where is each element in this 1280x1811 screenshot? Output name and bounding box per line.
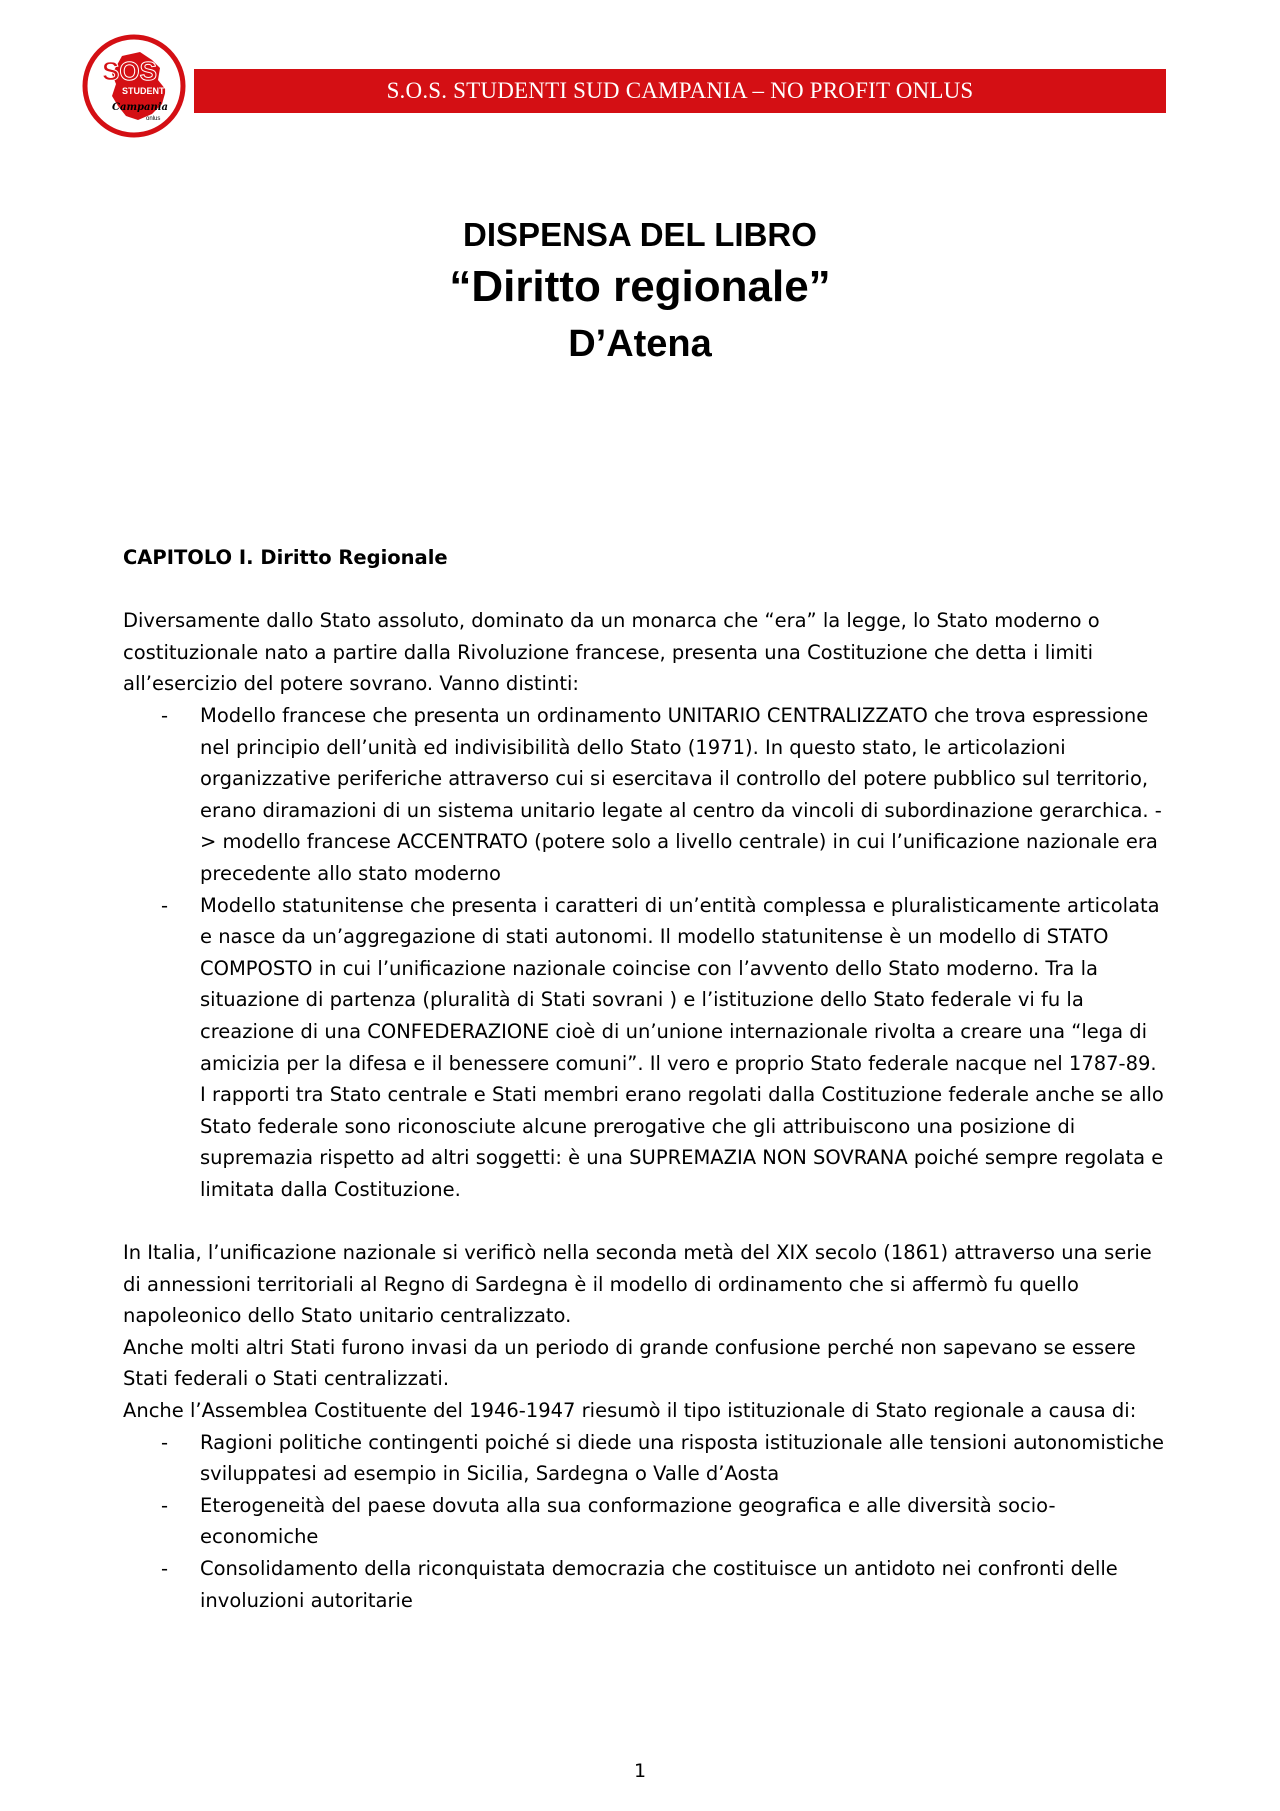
title-author: D’Atena — [568, 323, 712, 365]
list-item-text: Eterogeneità del paese dovuta alla sua conformazione geografica e alle diversità socio-economiche — [200, 1493, 1056, 1549]
list-item-heterogeneity — [123, 1490, 1168, 1553]
paragraph-spacer — [123, 1205, 1168, 1237]
list-item-text: Ragioni politiche contingenti poiché si diede una risposta istituzionale alle tensioni autonomistiche sviluppatesi ad esempio in Sicilia, Sardegna o Valle d’Aosta — [200, 1430, 1165, 1486]
list-item-democracy — [123, 1553, 1168, 1616]
confusion-paragraph: Anche molti altri Stati furono invasi da un periodo di grande confusione perché non sapevano se essere Stati federali o Stati centralizzati. — [123, 1335, 1136, 1391]
list-item-text: Modello statunitense che presenta i caratteri di un’entità complessa e pluralisticamente articolata e nasce da un’aggregazione di stati autonomi. Il modello statunitense è un modello di STATO COMPOSTO in cui l’unificazione nazionale coincise con l’avvento dello Stato moderno. Tra la situazione di partenza (pluralità di Stati sovrani ) e l’istituzione dello Stato federale vi fu la creazione di una CONFEDERAZIONE cioè di un’unione internazionale rivolta a creare una “lega di amicizia per la difesa e il benessere comuni”. Il vero e proprio Stato federale nacque nel 1787-89. I rapporti tra Stato centrale e Stati membri erano regolati dalla Costituzione federale anche se allo Stato federale sono riconosciute alcune prerogative che gli attribuiscono una posizione di supremazia rispetto ad altri soggetti: è una SUPREMAZIA NON SOVRANA poiché sempre regolata e limitata dalla Costituzione. — [200, 893, 1164, 1201]
state-models-list — [123, 700, 1168, 1206]
header-banner-text: S.O.S. STUDENTI SUD CAMPANIA – NO PROFIT ONLUS — [386, 78, 974, 103]
dash-bullet: - — [161, 893, 169, 917]
dash-bullet: - — [161, 703, 169, 727]
title-block — [200, 212, 1080, 372]
svg-text:Campania: Campania — [112, 102, 169, 113]
svg-text:SOS: SOS — [102, 56, 157, 86]
document-body — [123, 542, 1168, 1616]
logo-graphic — [82, 34, 186, 138]
dash-bullet: - — [161, 1430, 169, 1454]
list-item-political-reasons — [123, 1427, 1168, 1490]
list-item-french-model — [123, 700, 1168, 890]
list-item-text: Consolidamento della riconquistata democrazia che costituisce un antidoto nei confronti delle involuzioni autoritarie — [200, 1557, 1118, 1612]
list-item-text: Modello francese che presenta un ordinamento UNITARIO CENTRALIZZATO che trova espressione nel principio dell’unità ed indivisibilità dello Stato (1971). In questo stato, le articolazioni organizzative periferiche attraverso cui si esercitava il controllo del potere pubblico sul territorio, erano diramazioni di un sistema unitario legate al centro da vincoli di subordinazione gerarchica. -> modello francese ACCENTRATO (potere solo a livello centrale) in cui l’unificazione nazionale era precedente allo stato moderno — [200, 703, 1162, 885]
header-banner — [194, 69, 1166, 113]
assembly-paragraph: Anche l’Assemblea Costituente del 1946-1947 riesumò il tipo istituzionale di Stato regionale a causa di: — [123, 1399, 1137, 1423]
svg-text:STUDENTI: STUDENTI — [122, 86, 167, 96]
list-item-us-model — [123, 890, 1168, 1206]
svg-text:onlus: onlus — [146, 116, 161, 122]
title-book-name: “Diritto regionale” — [449, 262, 831, 311]
chapter-heading: CAPITOLO I. Diritto Regionale — [123, 546, 448, 569]
page-number: 1 — [633, 1760, 647, 1782]
reasons-list — [123, 1427, 1168, 1617]
title-dispensa: DISPENSA DEL LIBRO — [463, 216, 817, 253]
dash-bullet: - — [161, 1557, 169, 1580]
sos-studenti-logo — [82, 34, 186, 138]
intro-paragraph: Diversamente dallo Stato assoluto, dominato da un monarca che “era” la legge, lo Stato moderno o costituzionale nato a partire dalla Rivoluzione francese, presenta una Costituzione che detta i limiti all’esercizio del potere sovrano. Vanno distinti: — [123, 609, 1100, 696]
dash-bullet: - — [161, 1493, 169, 1517]
italy-paragraph: In Italia, l’unificazione nazionale si verificò nella seconda metà del XIX secolo (1861) attraverso una serie di annessioni territoriali al Regno di Sardegna è il modello di ordinamento che si affermò fu quello napoleonico dello Stato unitario centralizzato. — [123, 1241, 1152, 1328]
